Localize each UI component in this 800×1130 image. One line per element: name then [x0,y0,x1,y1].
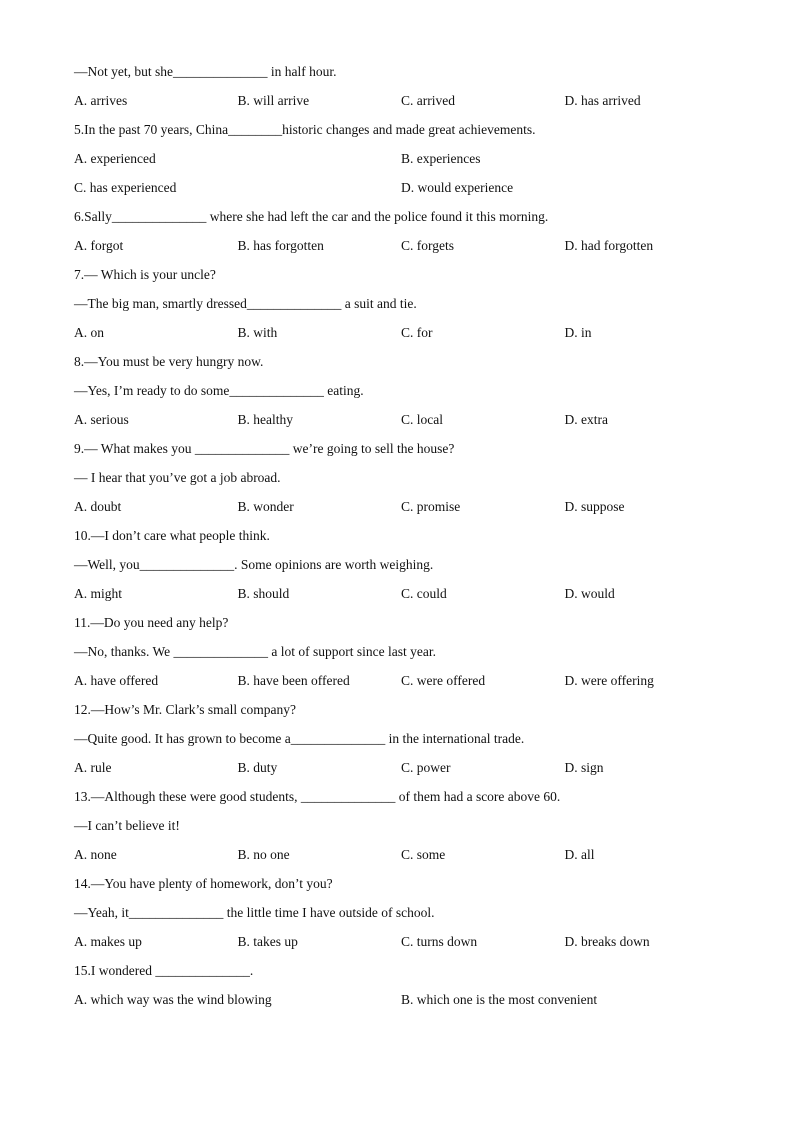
answer-option: B. wonder [237,499,294,514]
answer-option: C. has experienced [74,180,177,195]
answer-option: D. sign [564,760,604,775]
question-line: 11.—Do you need any help? [74,615,229,630]
answer-option: D. in [564,325,592,340]
question-line: —Quite good. It has grown to become a______________ in the international trade. [74,731,525,746]
question-line: —Not yet, but she______________ in half hour. [74,64,337,79]
worksheet [74,62,734,1019]
question-line: —I can’t believe it! [74,818,180,833]
question-line: 15.I wondered ______________. [74,963,254,978]
answer-option: B. with [237,325,278,340]
answer-option: D. all [564,847,595,862]
question-line: —Yes, I’m ready to do some______________ eating. [74,383,364,398]
answer-option: B. duty [237,760,278,775]
answer-option: C. promise [401,499,461,514]
options-row [74,410,734,439]
answer-option: A. none [74,847,117,862]
answer-option: A. experienced [74,151,156,166]
question-line: 13.—Although these were good students, ______________ of them had a score above 60. [74,789,561,804]
answer-option: A. makes up [74,934,142,949]
answer-option: A. on [74,325,104,340]
answer-option: C. some [401,847,446,862]
question-line: 5.In the past 70 years, China________historic changes and made great achievements. [74,122,536,137]
question-line: 6.Sally______________ where she had left the car and the police found it this morning. [74,209,549,224]
answer-option: C. arrived [401,93,455,108]
answer-option: D. would experience [401,180,514,195]
answer-option: B. no one [237,847,290,862]
options-row [74,932,734,961]
answer-option: B. takes up [237,934,298,949]
question-line: —Well, you______________. Some opinions are worth weighing. [74,557,434,572]
answer-option: D. breaks down [564,934,650,949]
answer-option: A. doubt [74,499,122,514]
answer-option: A. might [74,586,123,601]
options-row [74,497,734,526]
answer-option: D. would [564,586,615,601]
answer-option: B. will arrive [237,93,310,108]
answer-option: B. experiences [401,151,481,166]
options-row [74,845,734,874]
answer-option: A. serious [74,412,129,427]
options-row [74,758,734,787]
answer-option: C. forgets [401,238,454,253]
question-line: —Yeah, it______________ the little time I have outside of school. [74,905,435,920]
options-row [74,584,734,613]
answer-option: D. has arrived [564,93,641,108]
options-row [74,178,734,207]
answer-option: C. local [401,412,443,427]
question-line: —The big man, smartly dressed______________ a suit and tie. [74,296,417,311]
answer-option: D. extra [564,412,608,427]
question-line: 14.—You have plenty of homework, don’t you? [74,876,333,891]
question-line: 7.— Which is your uncle? [74,267,216,282]
answer-option: B. should [237,586,290,601]
answer-option: C. could [401,586,447,601]
options-row [74,91,734,120]
answer-option: D. were offering [564,673,654,688]
answer-option: C. power [401,760,451,775]
answer-option: A. which way was the wind blowing [74,992,272,1007]
question-line: 9.— What makes you ______________ we’re going to sell the house? [74,441,455,456]
answer-option: A. rule [74,760,112,775]
answer-option: B. have been offered [237,673,350,688]
answer-option: B. which one is the most convenient [401,992,598,1007]
question-line: 8.—You must be very hungry now. [74,354,264,369]
options-row [74,149,734,178]
question-line: 10.—I don’t care what people think. [74,528,270,543]
question-line: —No, thanks. We ______________ a lot of support since last year. [74,644,436,659]
answer-option: A. forgot [74,238,124,253]
answer-option: D. had forgotten [564,238,654,253]
answer-option: A. have offered [74,673,159,688]
answer-option: A. arrives [74,93,128,108]
answer-option: D. suppose [564,499,625,514]
answer-option: B. healthy [237,412,293,427]
options-row [74,236,734,265]
options-row [74,990,734,1019]
answer-option: C. turns down [401,934,478,949]
options-row [74,671,734,700]
question-line: — I hear that you’ve got a job abroad. [74,470,281,485]
answer-option: C. for [401,325,433,340]
answer-option: C. were offered [401,673,486,688]
question-line: 12.—How’s Mr. Clark’s small company? [74,702,296,717]
answer-option: B. has forgotten [237,238,324,253]
options-row [74,323,734,352]
